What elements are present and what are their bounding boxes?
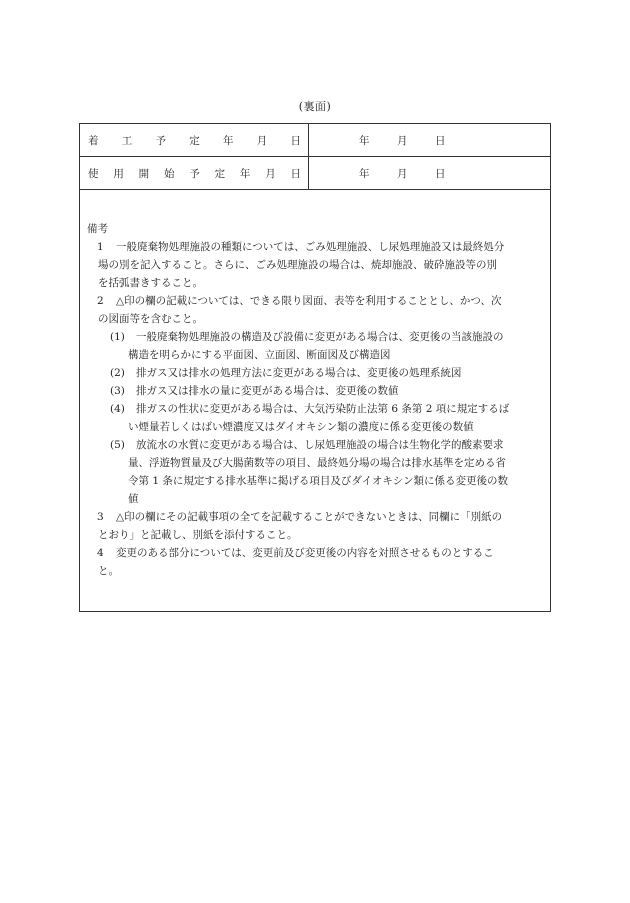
label-char: 日 <box>290 134 301 147</box>
label-char: 予 <box>189 167 200 180</box>
date-cell-use-start[interactable] <box>309 157 551 190</box>
subitem-continuation <box>80 454 550 508</box>
label-char: 年 <box>239 167 251 180</box>
note-line: 構造を明らかにする平面図、立面図、断面図及び構造図 <box>128 349 391 361</box>
note-subitem-1 <box>80 328 550 364</box>
form-box <box>79 123 551 612</box>
label-char: 月 <box>256 134 268 147</box>
label-cell-use-start <box>80 157 309 190</box>
note-line: 令第 1 条に規定する排水基準に掲げる項目及びダイオキシン類に係る変更後の数 <box>128 475 508 487</box>
table-row-start-date <box>80 124 550 157</box>
label-construction-start <box>80 133 308 148</box>
subitem-text <box>80 400 550 418</box>
subitem-continuation <box>80 346 550 364</box>
day-char: 日 <box>435 167 446 180</box>
note-subitem-3 <box>80 382 550 400</box>
note-text <box>80 544 550 562</box>
note-number: 3 <box>97 511 104 523</box>
subitem-text <box>80 364 550 382</box>
label-cell-construction-start <box>80 124 309 157</box>
note-item-1 <box>80 238 550 292</box>
label-char: 用 <box>113 167 124 180</box>
label-char: 始 <box>163 167 175 180</box>
label-use-start <box>80 166 308 181</box>
note-line: 一般廃棄物処理施設の構造及び設備に変更がある場合は、変更後の当該施設の <box>136 331 504 343</box>
subitem-text <box>80 328 550 346</box>
label-char: 定 <box>214 167 226 180</box>
subitem-continuation <box>80 418 550 436</box>
note-line: と。 <box>98 565 119 577</box>
label-char: 使 <box>88 167 99 180</box>
note-line: 排ガス又は排水の処理方法に変更がある場合は、変更後の処理系統図 <box>136 367 462 379</box>
month-char: 月 <box>397 134 408 147</box>
table-row-use-start-date <box>80 157 550 190</box>
month-char: 月 <box>397 167 408 180</box>
note-line: 排ガスの性状に変更がある場合は、大気汚染防止法第 6 条第 2 項に規定するば <box>136 403 510 415</box>
note-text <box>80 292 550 310</box>
note-line: を括弧書きすること。 <box>98 277 203 289</box>
note-continuation <box>80 526 550 544</box>
note-subitem-5 <box>80 436 550 508</box>
subitem-number: (1) <box>110 331 125 343</box>
label-char: 日 <box>290 167 301 180</box>
label-char: 年 <box>223 134 234 147</box>
note-continuation <box>80 256 550 292</box>
note-line: 変更のある部分については、変更前及び変更後の内容を対照させるものとするこ <box>116 547 494 559</box>
note-line: 量、浮遊物質量及び大腸菌数等の項目、最終処分場の場合は排水基準を定める省 <box>128 457 506 469</box>
note-line: △印の欄の記載については、できる限り図面、表等を利用することとし、かつ、次 <box>116 295 502 307</box>
label-char: 開 <box>138 167 150 180</box>
note-text <box>80 238 550 256</box>
note-continuation <box>80 310 550 328</box>
note-item-4 <box>80 544 550 580</box>
note-line: とおり」と記載し、別紙を添付すること。 <box>98 529 298 541</box>
note-line: △印の欄にその記載事項の全てを記載することができないときは、同欄に「別紙の <box>116 511 503 523</box>
label-char: 月 <box>265 167 276 180</box>
note-item-3 <box>80 508 550 544</box>
note-number: 4 <box>97 547 104 559</box>
note-item-2 <box>80 292 550 328</box>
note-continuation <box>80 562 550 580</box>
subitem-number: (2) <box>110 367 125 379</box>
date-field <box>309 133 550 148</box>
note-line: 値 <box>128 493 139 505</box>
note-line: 排ガス又は排水の量に変更がある場合は、変更後の数値 <box>136 385 399 397</box>
subitem-number: (5) <box>110 439 125 451</box>
note-text <box>80 508 550 526</box>
subitem-text <box>80 436 550 454</box>
date-cell-construction-start[interactable] <box>309 124 551 157</box>
note-line: 一般廃棄物処理施設の種類については、ごみ処理施設、し尿処理施設又は最終処分 <box>116 241 505 253</box>
subitem-number: (4) <box>110 403 125 415</box>
label-char: 定 <box>189 134 200 147</box>
note-line: 放流水の水質に変更がある場合は、し尿処理施設の場合は生物化学的酸素要求 <box>136 439 504 451</box>
note-subitem-4 <box>80 400 550 436</box>
note-line: の図面等を含むこと。 <box>98 313 203 325</box>
date-field <box>309 166 550 181</box>
page-heading: (裏面) <box>298 100 332 113</box>
year-char: 年 <box>359 167 370 180</box>
year-char: 年 <box>359 134 370 147</box>
note-number: 1 <box>97 241 104 253</box>
note-subitem-2 <box>80 364 550 382</box>
notes-title: 備考 <box>87 223 108 235</box>
subitem-number: (3) <box>110 385 125 397</box>
label-char: 着 <box>88 134 99 147</box>
note-line: 場の別を記入すること。さらに、ごみ処理施設の場合は、焼却施設、破砕施設等の別 <box>98 259 497 271</box>
notes-section <box>80 220 550 580</box>
label-char: 予 <box>155 134 166 147</box>
subitem-text <box>80 382 550 400</box>
note-number: 2 <box>97 295 104 307</box>
schedule-table <box>80 124 550 190</box>
day-char: 日 <box>435 134 446 147</box>
label-char: 工 <box>121 134 133 147</box>
note-line: い煙量若しくはばい煙濃度又はダイオキシン類の濃度に係る変更後の数値 <box>128 421 474 433</box>
